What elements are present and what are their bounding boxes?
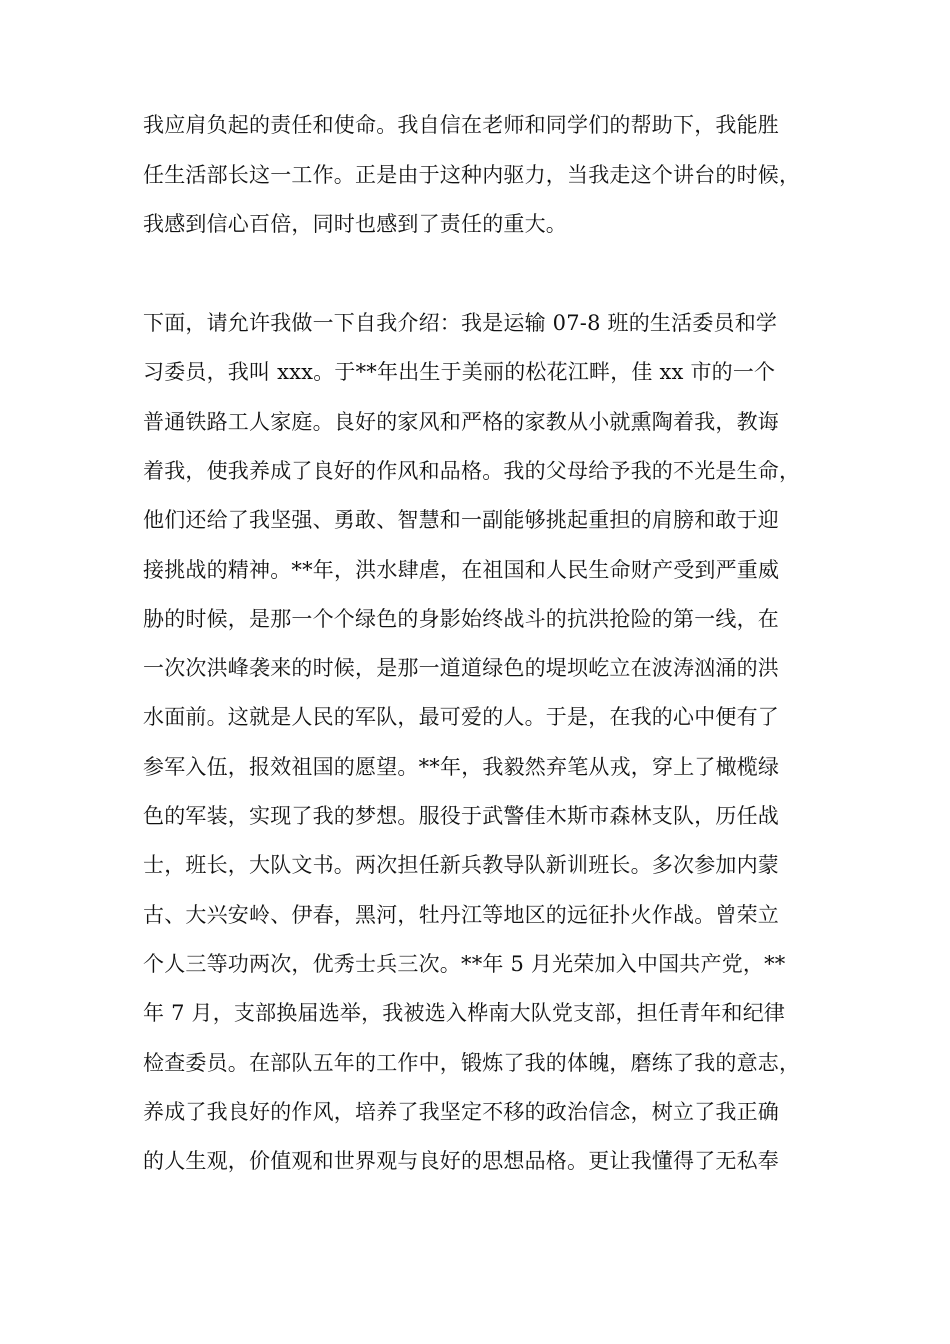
- text-line: 年 7 月，支部换届选举，我被选入桦南大队党支部，担任青年和纪律: [143, 1001, 786, 1025]
- text-line: 胁的时候，是那一个个绿色的身影始终战斗的抗洪抢险的第一线，在: [143, 607, 779, 631]
- text-line: 接挑战的精神。**年，洪水肆虐，在祖国和人民生命财产受到严重威: [143, 558, 780, 582]
- text-line: 任生活部长这一工作。正是由于这种内驱力，当我走这个讲台的时候，: [143, 163, 801, 187]
- text-line: 他们还给了我坚强、勇敢、智慧和一副能够挑起重担的肩膀和敢于迎: [143, 508, 779, 532]
- text-line: 的人生观，价值观和世界观与良好的思想品格。更让我懂得了无私奉: [143, 1149, 779, 1173]
- text-line: 一次次洪峰袭来的时候，是那一道道绿色的堤坝屹立在波涛汹涌的洪: [143, 656, 779, 680]
- text-line: 我应肩负起的责任和使命。我自信在老师和同学们的帮助下，我能胜: [143, 113, 779, 137]
- text-line: 古、大兴安岭、伊春，黑河，牡丹江等地区的远征扑火作战。曾荣立: [143, 903, 779, 927]
- text-line: 我感到信心百倍，同时也感到了责任的重大。: [143, 212, 567, 236]
- text-line: 色的军装，实现了我的梦想。服役于武警佳木斯市森林支队，历任战: [143, 804, 779, 828]
- text-line: 个人三等功两次，优秀士兵三次。**年 5 月光荣加入中国共产党，**: [143, 952, 786, 976]
- text-line: 检查委员。在部队五年的工作中，锻炼了我的体魄，磨练了我的意志，: [143, 1051, 801, 1075]
- text-line: 习委员，我叫 xxx。于**年出生于美丽的松花江畔，佳 xx 市的一个: [143, 360, 776, 384]
- text-line: 着我，使我养成了良好的作风和品格。我的父母给予我的不光是生命，: [143, 459, 801, 483]
- text-line: 养成了我良好的作风，培养了我坚定不移的政治信念，树立了我正确: [143, 1100, 779, 1124]
- text-line: 参军入伍，报效祖国的愿望。**年，我毅然弃笔从戎，穿上了橄榄绿: [143, 755, 780, 779]
- text-line: 普通铁路工人家庭。良好的家风和严格的家教从小就熏陶着我，教诲: [143, 410, 779, 434]
- text-line: 下面，请允许我做一下自我介绍：我是运输 07-8 班的生活委员和学: [143, 311, 778, 335]
- text-line: 士，班长，大队文书。两次担任新兵教导队新训班长。多次参加内蒙: [143, 853, 779, 877]
- text-line: 水面前。这就是人民的军队，最可爱的人。于是，在我的心中便有了: [143, 705, 779, 729]
